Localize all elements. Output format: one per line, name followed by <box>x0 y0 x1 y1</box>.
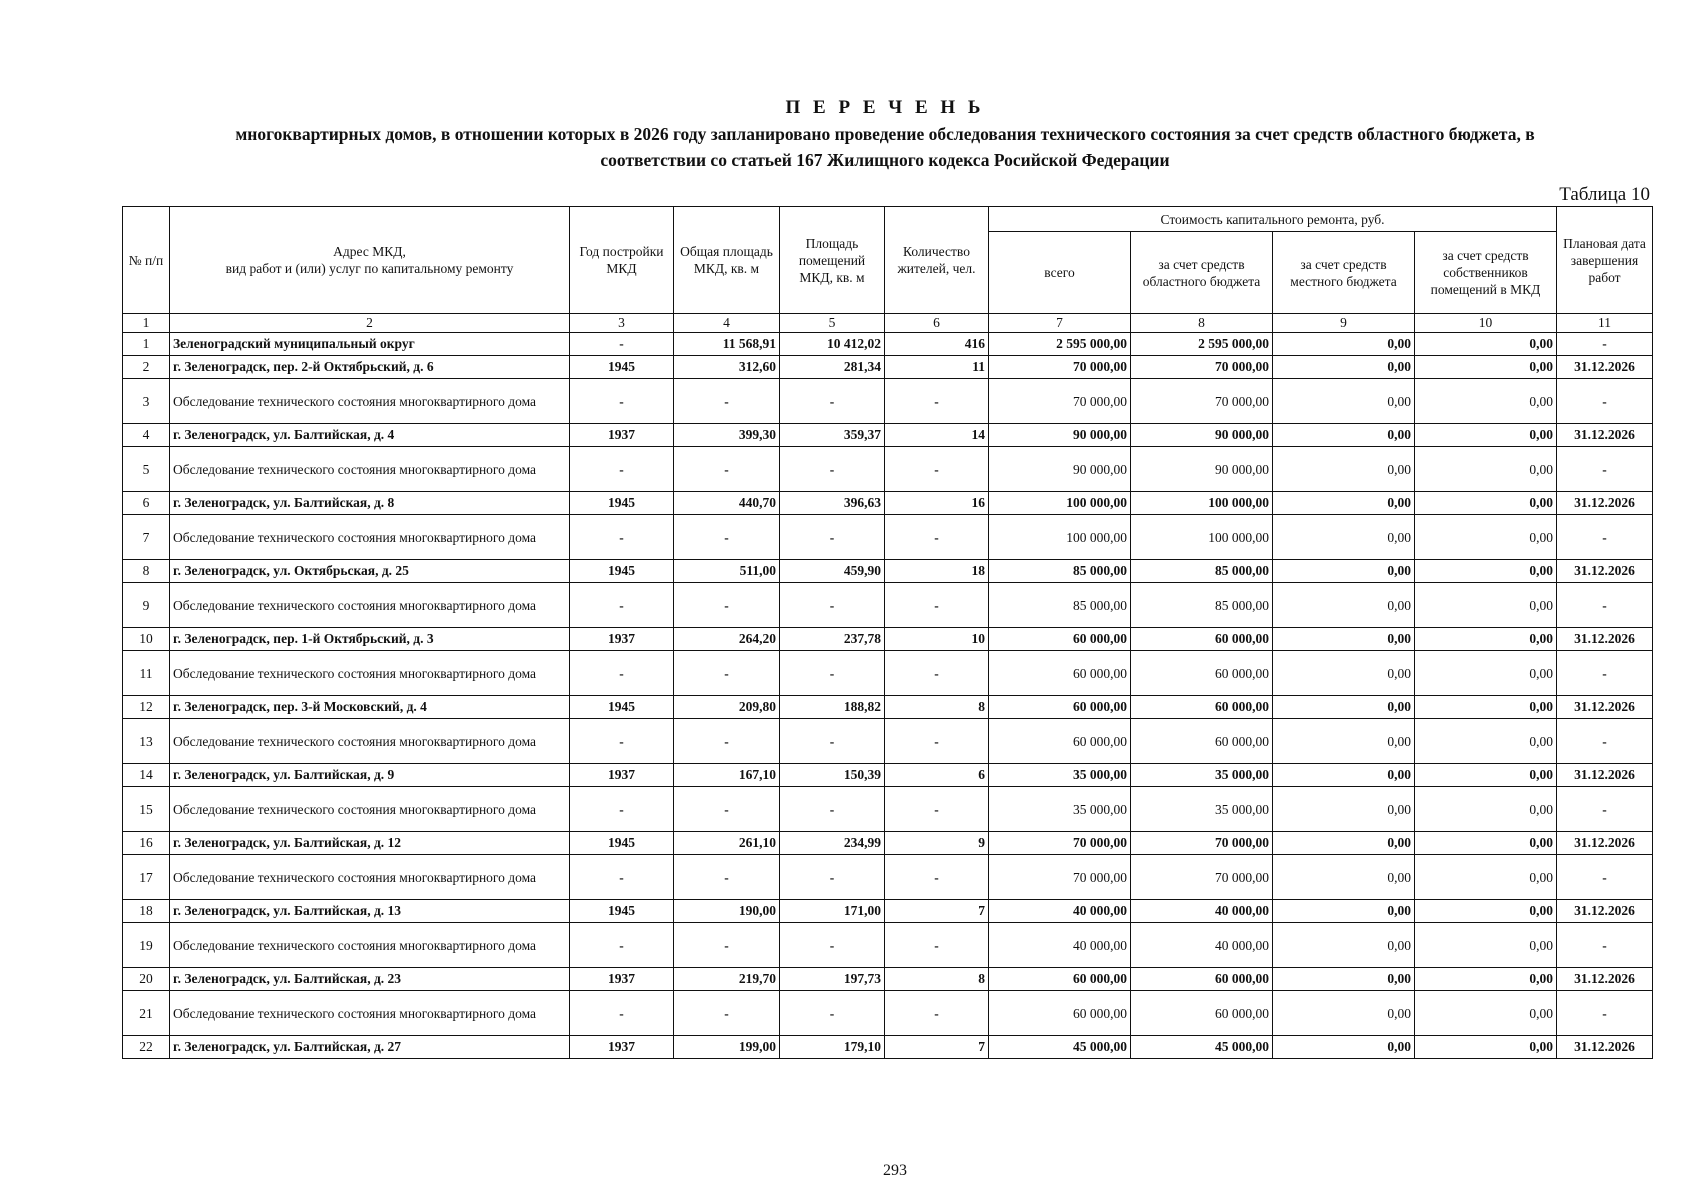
cell-cost-total: 35 000,00 <box>989 764 1131 787</box>
cell-residents: - <box>885 379 989 424</box>
cell-year: - <box>570 333 674 356</box>
cell-cost-regional: 40 000,00 <box>1131 900 1273 923</box>
cell-year: 1937 <box>570 1036 674 1059</box>
cell-cost-local: 0,00 <box>1273 424 1415 447</box>
cell-total-area: 511,00 <box>674 560 780 583</box>
header-address <box>170 207 570 314</box>
cell-premises-area: - <box>780 855 885 900</box>
cell-address: Обследование технического состояния многоквартирного дома <box>170 787 570 832</box>
cell-year: - <box>570 719 674 764</box>
document-title: П Е Р Е Ч Е Н Ь <box>785 97 985 118</box>
cell-planned-date: 31.12.2026 <box>1557 764 1653 787</box>
cell-planned-date: 31.12.2026 <box>1557 968 1653 991</box>
cell-cost-local: 0,00 <box>1273 764 1415 787</box>
cell-premises-area: 237,78 <box>780 628 885 651</box>
cell-planned-date: 31.12.2026 <box>1557 1036 1653 1059</box>
cell-cost-owners: 0,00 <box>1415 333 1557 356</box>
cell-cost-local: 0,00 <box>1273 333 1415 356</box>
cell-cost-total: 70 000,00 <box>989 855 1131 900</box>
cell-cost-regional: 45 000,00 <box>1131 1036 1273 1059</box>
cell-cost-owners: 0,00 <box>1415 787 1557 832</box>
cell-address: г. Зеленоградск, ул. Балтийская, д. 27 <box>170 1036 570 1059</box>
cell-cost-total: 100 000,00 <box>989 492 1131 515</box>
header-cost-group: Стоимость капитального ремонта, руб. <box>989 207 1557 232</box>
cell-year: 1945 <box>570 560 674 583</box>
cell-year: 1945 <box>570 696 674 719</box>
cell-address: Обследование технического состояния многоквартирного дома <box>170 651 570 696</box>
column-number: 1 <box>123 314 170 333</box>
document-subtitle-line-2: соответствии со статьей 167 Жилищного кодекса Росийской Федерации <box>600 150 1170 170</box>
cell-num: 3 <box>123 379 170 424</box>
cell-total-area: - <box>674 855 780 900</box>
column-number: 10 <box>1415 314 1557 333</box>
cell-residents: - <box>885 923 989 968</box>
cell-cost-local: 0,00 <box>1273 628 1415 651</box>
cell-residents: - <box>885 583 989 628</box>
cell-num: 22 <box>123 1036 170 1059</box>
cell-year: - <box>570 583 674 628</box>
table-row-work <box>123 515 1653 560</box>
cell-cost-total: 70 000,00 <box>989 356 1131 379</box>
cell-cost-local: 0,00 <box>1273 900 1415 923</box>
cell-total-area: - <box>674 787 780 832</box>
cell-premises-area: 459,90 <box>780 560 885 583</box>
cell-cost-regional: 60 000,00 <box>1131 719 1273 764</box>
cell-residents: 14 <box>885 424 989 447</box>
header-cost-owners: за счет средств собственников помещений в МКД <box>1415 232 1557 314</box>
cell-residents: 8 <box>885 968 989 991</box>
cell-planned-date: 31.12.2026 <box>1557 900 1653 923</box>
cell-planned-date: - <box>1557 583 1653 628</box>
cell-cost-regional: 60 000,00 <box>1131 991 1273 1036</box>
cell-cost-local: 0,00 <box>1273 719 1415 764</box>
cell-address: г. Зеленоградск, ул. Балтийская, д. 23 <box>170 968 570 991</box>
cell-planned-date: 31.12.2026 <box>1557 832 1653 855</box>
cell-year: 1937 <box>570 764 674 787</box>
cell-total-area: 167,10 <box>674 764 780 787</box>
column-number: 9 <box>1273 314 1415 333</box>
cell-planned-date: - <box>1557 333 1653 356</box>
cell-cost-owners: 0,00 <box>1415 991 1557 1036</box>
column-number: 6 <box>885 314 989 333</box>
cell-year: - <box>570 651 674 696</box>
cell-cost-total: 60 000,00 <box>989 968 1131 991</box>
header-cost-total: всего <box>989 232 1131 314</box>
table-row-building <box>123 764 1653 787</box>
cell-residents: 16 <box>885 492 989 515</box>
cell-num: 9 <box>123 583 170 628</box>
cell-total-area: - <box>674 991 780 1036</box>
cell-residents: - <box>885 991 989 1036</box>
cell-planned-date: 31.12.2026 <box>1557 628 1653 651</box>
cell-total-area: 261,10 <box>674 832 780 855</box>
cell-year: 1945 <box>570 900 674 923</box>
cell-planned-date: 31.12.2026 <box>1557 356 1653 379</box>
cell-cost-regional: 70 000,00 <box>1131 356 1273 379</box>
cell-cost-total: 100 000,00 <box>989 515 1131 560</box>
cell-cost-owners: 0,00 <box>1415 515 1557 560</box>
cell-residents: - <box>885 855 989 900</box>
cell-total-area: 199,00 <box>674 1036 780 1059</box>
cell-cost-total: 60 000,00 <box>989 991 1131 1036</box>
cell-cost-total: 90 000,00 <box>989 424 1131 447</box>
table-row-work <box>123 719 1653 764</box>
cell-planned-date: 31.12.2026 <box>1557 492 1653 515</box>
table-row-work <box>123 923 1653 968</box>
cell-residents: - <box>885 719 989 764</box>
cell-cost-regional: 85 000,00 <box>1131 583 1273 628</box>
cell-cost-local: 0,00 <box>1273 696 1415 719</box>
cell-cost-owners: 0,00 <box>1415 900 1557 923</box>
table-row-building <box>123 492 1653 515</box>
cell-cost-owners: 0,00 <box>1415 764 1557 787</box>
table-header-row-1 <box>123 207 1653 232</box>
cell-total-area: 399,30 <box>674 424 780 447</box>
cell-num: 12 <box>123 696 170 719</box>
cell-total-area: - <box>674 515 780 560</box>
cell-address: Обследование технического состояния многоквартирного дома <box>170 719 570 764</box>
cell-total-area: - <box>674 379 780 424</box>
cell-planned-date: 31.12.2026 <box>1557 424 1653 447</box>
cell-cost-total: 60 000,00 <box>989 719 1131 764</box>
cell-num: 2 <box>123 356 170 379</box>
cell-address: Обследование технического состояния многоквартирного дома <box>170 447 570 492</box>
cell-cost-total: 40 000,00 <box>989 900 1131 923</box>
cell-cost-local: 0,00 <box>1273 855 1415 900</box>
cell-cost-owners: 0,00 <box>1415 923 1557 968</box>
cell-premises-area: - <box>780 515 885 560</box>
cell-num: 17 <box>123 855 170 900</box>
cell-cost-owners: 0,00 <box>1415 447 1557 492</box>
table-row-building <box>123 333 1653 356</box>
cell-num: 6 <box>123 492 170 515</box>
cell-year: 1937 <box>570 628 674 651</box>
cell-cost-total: 90 000,00 <box>989 447 1131 492</box>
cell-cost-regional: 35 000,00 <box>1131 787 1273 832</box>
cell-cost-regional: 70 000,00 <box>1131 379 1273 424</box>
cell-num: 20 <box>123 968 170 991</box>
cell-cost-owners: 0,00 <box>1415 583 1557 628</box>
table-row-work <box>123 651 1653 696</box>
cell-cost-total: 70 000,00 <box>989 379 1131 424</box>
cell-planned-date: - <box>1557 991 1653 1036</box>
cell-premises-area: - <box>780 651 885 696</box>
cell-residents: - <box>885 447 989 492</box>
cell-cost-total: 45 000,00 <box>989 1036 1131 1059</box>
table-row-work <box>123 583 1653 628</box>
cell-total-area: - <box>674 719 780 764</box>
cell-premises-area: 10 412,02 <box>780 333 885 356</box>
page-number: 293 <box>883 1162 907 1179</box>
cell-premises-area: - <box>780 379 885 424</box>
header-num: № п/п <box>123 207 170 314</box>
cell-cost-owners: 0,00 <box>1415 492 1557 515</box>
cell-num: 16 <box>123 832 170 855</box>
document-subtitle-line-1: многоквартирных домов, в отношении которых в 2026 году запланировано проведение обследования технического состояния за счет средств областного бюджета, в <box>235 124 1535 144</box>
cell-residents: 7 <box>885 900 989 923</box>
column-number: 2 <box>170 314 570 333</box>
table-row-building <box>123 968 1653 991</box>
cell-planned-date: - <box>1557 651 1653 696</box>
cell-premises-area: - <box>780 447 885 492</box>
cell-cost-local: 0,00 <box>1273 560 1415 583</box>
cell-cost-owners: 0,00 <box>1415 968 1557 991</box>
cell-total-area: 440,70 <box>674 492 780 515</box>
header-residents: Количество жителей, чел. <box>885 207 989 314</box>
table-row-building <box>123 900 1653 923</box>
cell-planned-date: - <box>1557 719 1653 764</box>
cell-year: - <box>570 787 674 832</box>
cell-cost-total: 40 000,00 <box>989 923 1131 968</box>
cell-premises-area: 150,39 <box>780 764 885 787</box>
cell-total-area: 11 568,91 <box>674 333 780 356</box>
cell-cost-owners: 0,00 <box>1415 379 1557 424</box>
cell-cost-local: 0,00 <box>1273 356 1415 379</box>
cell-premises-area: - <box>780 719 885 764</box>
header-planned-date: Плановая дата завершения работ <box>1557 207 1653 314</box>
cell-cost-total: 85 000,00 <box>989 583 1131 628</box>
buildings-table <box>122 206 1653 1059</box>
cell-premises-area: 359,37 <box>780 424 885 447</box>
header-year: Год постройки МКД <box>570 207 674 314</box>
cell-cost-regional: 60 000,00 <box>1131 696 1273 719</box>
table-row-building <box>123 560 1653 583</box>
cell-planned-date: 31.12.2026 <box>1557 696 1653 719</box>
cell-cost-regional: 60 000,00 <box>1131 968 1273 991</box>
column-number: 7 <box>989 314 1131 333</box>
cell-cost-total: 70 000,00 <box>989 832 1131 855</box>
cell-cost-total: 85 000,00 <box>989 560 1131 583</box>
cell-premises-area: - <box>780 991 885 1036</box>
table-row-building <box>123 628 1653 651</box>
cell-address: г. Зеленоградск, пер. 3-й Московский, д. 4 <box>170 696 570 719</box>
cell-cost-regional: 100 000,00 <box>1131 492 1273 515</box>
header-cost-regional: за счет средств областного бюджета <box>1131 232 1273 314</box>
cell-residents: 6 <box>885 764 989 787</box>
cell-planned-date: - <box>1557 515 1653 560</box>
column-number: 3 <box>570 314 674 333</box>
cell-cost-local: 0,00 <box>1273 1036 1415 1059</box>
cell-year: 1945 <box>570 356 674 379</box>
header-address-line-2: вид работ и (или) услуг по капитальному ремонту <box>225 261 514 276</box>
cell-cost-local: 0,00 <box>1273 832 1415 855</box>
header-premises-area: Площадь помещений МКД, кв. м <box>780 207 885 314</box>
cell-address: Обследование технического состояния многоквартирного дома <box>170 991 570 1036</box>
cell-residents: 9 <box>885 832 989 855</box>
cell-cost-local: 0,00 <box>1273 787 1415 832</box>
cell-num: 18 <box>123 900 170 923</box>
column-numbers-row <box>123 314 1653 333</box>
column-number: 4 <box>674 314 780 333</box>
cell-premises-area: - <box>780 787 885 832</box>
cell-residents: - <box>885 787 989 832</box>
cell-cost-regional: 35 000,00 <box>1131 764 1273 787</box>
cell-planned-date: 31.12.2026 <box>1557 560 1653 583</box>
cell-year: 1945 <box>570 492 674 515</box>
cell-address: Обследование технического состояния многоквартирного дома <box>170 379 570 424</box>
cell-year: 1937 <box>570 424 674 447</box>
cell-planned-date: - <box>1557 855 1653 900</box>
cell-residents: 11 <box>885 356 989 379</box>
cell-total-area: 209,80 <box>674 696 780 719</box>
cell-cost-owners: 0,00 <box>1415 1036 1557 1059</box>
cell-cost-owners: 0,00 <box>1415 356 1557 379</box>
header-total-area: Общая площадь МКД, кв. м <box>674 207 780 314</box>
cell-cost-total: 60 000,00 <box>989 628 1131 651</box>
cell-num: 13 <box>123 719 170 764</box>
cell-cost-local: 0,00 <box>1273 651 1415 696</box>
cell-premises-area: 396,63 <box>780 492 885 515</box>
cell-total-area: - <box>674 447 780 492</box>
cell-planned-date: - <box>1557 447 1653 492</box>
cell-address: г. Зеленоградск, ул. Балтийская, д. 12 <box>170 832 570 855</box>
cell-cost-owners: 0,00 <box>1415 651 1557 696</box>
cell-premises-area: 281,34 <box>780 356 885 379</box>
cell-cost-owners: 0,00 <box>1415 560 1557 583</box>
cell-premises-area: - <box>780 583 885 628</box>
cell-num: 19 <box>123 923 170 968</box>
cell-address: г. Зеленоградск, ул. Балтийская, д. 8 <box>170 492 570 515</box>
cell-year: - <box>570 379 674 424</box>
table-row-building <box>123 832 1653 855</box>
cell-num: 21 <box>123 991 170 1036</box>
cell-year: - <box>570 447 674 492</box>
cell-num: 1 <box>123 333 170 356</box>
cell-planned-date: - <box>1557 379 1653 424</box>
cell-cost-local: 0,00 <box>1273 492 1415 515</box>
cell-cost-total: 60 000,00 <box>989 696 1131 719</box>
cell-num: 15 <box>123 787 170 832</box>
cell-cost-regional: 40 000,00 <box>1131 923 1273 968</box>
cell-address: Зеленоградский муниципальный округ <box>170 333 570 356</box>
cell-cost-owners: 0,00 <box>1415 832 1557 855</box>
cell-total-area: 190,00 <box>674 900 780 923</box>
cell-premises-area: 179,10 <box>780 1036 885 1059</box>
table-row-work <box>123 787 1653 832</box>
cell-cost-local: 0,00 <box>1273 991 1415 1036</box>
cell-cost-regional: 85 000,00 <box>1131 560 1273 583</box>
cell-residents: 10 <box>885 628 989 651</box>
table-row-work <box>123 855 1653 900</box>
cell-premises-area: - <box>780 923 885 968</box>
cell-cost-regional: 70 000,00 <box>1131 855 1273 900</box>
column-number: 8 <box>1131 314 1273 333</box>
header-address-line-1: Адрес МКД, <box>333 244 406 259</box>
cell-cost-owners: 0,00 <box>1415 628 1557 651</box>
table-row-building <box>123 696 1653 719</box>
table-row-work <box>123 447 1653 492</box>
cell-cost-regional: 70 000,00 <box>1131 832 1273 855</box>
cell-num: 8 <box>123 560 170 583</box>
cell-cost-local: 0,00 <box>1273 583 1415 628</box>
cell-residents: 7 <box>885 1036 989 1059</box>
cell-num: 11 <box>123 651 170 696</box>
cell-cost-total: 2 595 000,00 <box>989 333 1131 356</box>
header-cost-local: за счет средств местного бюджета <box>1273 232 1415 314</box>
cell-total-area: - <box>674 923 780 968</box>
cell-residents: 18 <box>885 560 989 583</box>
cell-cost-regional: 2 595 000,00 <box>1131 333 1273 356</box>
cell-planned-date: - <box>1557 787 1653 832</box>
cell-cost-local: 0,00 <box>1273 923 1415 968</box>
cell-cost-owners: 0,00 <box>1415 719 1557 764</box>
table-row-building <box>123 424 1653 447</box>
table-row-building <box>123 356 1653 379</box>
cell-address: Обследование технического состояния многоквартирного дома <box>170 583 570 628</box>
table-row-work <box>123 991 1653 1036</box>
cell-residents: 416 <box>885 333 989 356</box>
cell-address: г. Зеленоградск, ул. Балтийская, д. 4 <box>170 424 570 447</box>
document-heading <box>120 96 1650 172</box>
cell-cost-regional: 60 000,00 <box>1131 651 1273 696</box>
cell-cost-local: 0,00 <box>1273 447 1415 492</box>
table-body <box>123 314 1653 1059</box>
table-label: Таблица 10 <box>1559 184 1650 205</box>
table-row-building <box>123 1036 1653 1059</box>
cell-cost-regional: 100 000,00 <box>1131 515 1273 560</box>
cell-cost-owners: 0,00 <box>1415 696 1557 719</box>
cell-premises-area: 197,73 <box>780 968 885 991</box>
cell-num: 14 <box>123 764 170 787</box>
cell-planned-date: - <box>1557 923 1653 968</box>
cell-total-area: - <box>674 651 780 696</box>
cell-num: 10 <box>123 628 170 651</box>
cell-cost-total: 60 000,00 <box>989 651 1131 696</box>
cell-premises-area: 234,99 <box>780 832 885 855</box>
cell-address: Обследование технического состояния многоквартирного дома <box>170 855 570 900</box>
cell-address: Обследование технического состояния многоквартирного дома <box>170 515 570 560</box>
cell-year: - <box>570 515 674 560</box>
cell-cost-local: 0,00 <box>1273 968 1415 991</box>
cell-residents: - <box>885 515 989 560</box>
cell-year: - <box>570 991 674 1036</box>
cell-cost-total: 35 000,00 <box>989 787 1131 832</box>
table-row-work <box>123 379 1653 424</box>
cell-total-area: 264,20 <box>674 628 780 651</box>
cell-total-area: 219,70 <box>674 968 780 991</box>
cell-address: г. Зеленоградск, ул. Балтийская, д. 9 <box>170 764 570 787</box>
cell-address: г. Зеленоградск, пер. 1-й Октябрьский, д. 3 <box>170 628 570 651</box>
cell-year: - <box>570 923 674 968</box>
cell-cost-owners: 0,00 <box>1415 424 1557 447</box>
cell-cost-regional: 60 000,00 <box>1131 628 1273 651</box>
cell-num: 4 <box>123 424 170 447</box>
cell-cost-local: 0,00 <box>1273 379 1415 424</box>
column-number: 5 <box>780 314 885 333</box>
column-number: 11 <box>1557 314 1653 333</box>
cell-num: 5 <box>123 447 170 492</box>
cell-address: г. Зеленоградск, ул. Октябрьская, д. 25 <box>170 560 570 583</box>
cell-cost-local: 0,00 <box>1273 515 1415 560</box>
cell-address: Обследование технического состояния многоквартирного дома <box>170 923 570 968</box>
cell-year: 1937 <box>570 968 674 991</box>
cell-premises-area: 171,00 <box>780 900 885 923</box>
cell-address: г. Зеленоградск, пер. 2-й Октябрьский, д. 6 <box>170 356 570 379</box>
cell-cost-regional: 90 000,00 <box>1131 424 1273 447</box>
cell-residents: - <box>885 651 989 696</box>
cell-num: 7 <box>123 515 170 560</box>
cell-cost-owners: 0,00 <box>1415 855 1557 900</box>
cell-year: - <box>570 855 674 900</box>
cell-total-area: - <box>674 583 780 628</box>
cell-address: г. Зеленоградск, ул. Балтийская, д. 13 <box>170 900 570 923</box>
cell-premises-area: 188,82 <box>780 696 885 719</box>
cell-year: 1945 <box>570 832 674 855</box>
cell-cost-regional: 90 000,00 <box>1131 447 1273 492</box>
cell-residents: 8 <box>885 696 989 719</box>
cell-total-area: 312,60 <box>674 356 780 379</box>
